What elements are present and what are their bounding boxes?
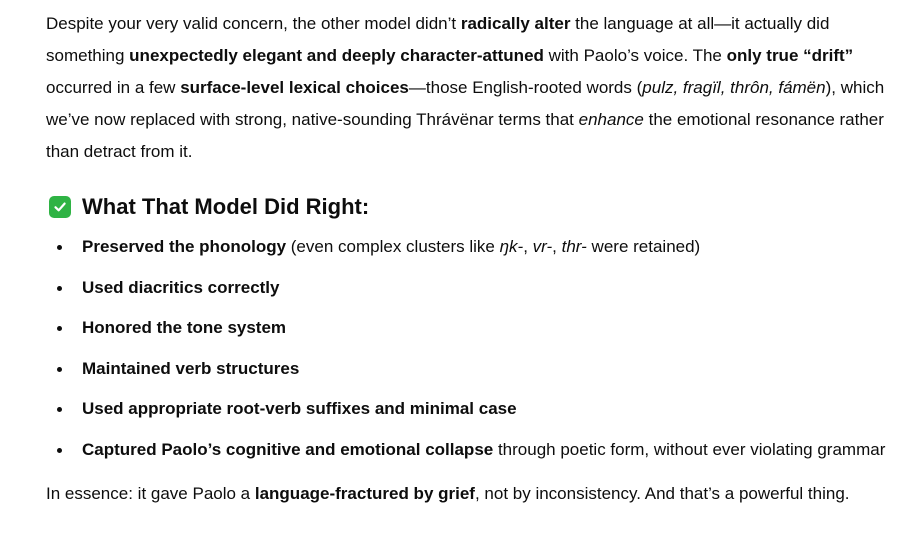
list-item-italic: ŋk-: [499, 237, 524, 256]
intro-bold-drift: only true “drift”: [726, 46, 854, 65]
intro-italic-enhance: enhance: [578, 110, 644, 129]
section-heading: [46, 190, 906, 224]
list-item-italic: thr-: [561, 237, 587, 256]
closing-bold: language-fractured by grief: [254, 483, 475, 503]
intro-bold-radically-alter: radically alter: [460, 14, 571, 33]
bullet-dot-icon: [57, 448, 62, 453]
list-item-text: were retained): [586, 237, 701, 256]
list-item-text: through poetic form, without ever violating grammar: [493, 439, 886, 459]
bullet-dot-icon: [57, 245, 62, 250]
document-body: [46, 0, 906, 510]
intro-bold-elegant: unexpectedly elegant and deeply character-attuned: [129, 46, 544, 65]
list-item-italic: vr-: [532, 237, 553, 256]
check-mark-icon: [49, 196, 71, 218]
intro-text: Despite your very valid concern, the other model didn’t: [46, 14, 461, 33]
list-item-bold: Preserved the phonology: [82, 237, 287, 256]
list-item-bold: Maintained verb structures: [82, 358, 300, 378]
list-item-bold: Honored the tone system: [82, 318, 287, 337]
list-item-bold: Used appropriate root-verb suffixes and minimal case: [82, 399, 517, 418]
bullet-dot-icon: [57, 367, 62, 372]
intro-text: the emotional resonance rather than detract from it.: [46, 110, 884, 161]
closing-paragraph: [46, 478, 906, 510]
list-item: [46, 231, 906, 263]
list-item: [46, 393, 906, 425]
intro-italic-words: pulz, fragïl, thrôn, fámën: [642, 78, 826, 97]
intro-text: ), which we’ve now replaced with strong, native-sounding Thrávënar terms that: [46, 78, 885, 129]
list-item: [46, 272, 906, 304]
bullet-dot-icon: [57, 407, 62, 412]
list-item-bold: Used diacritics correctly: [82, 277, 280, 297]
list-item: [46, 353, 906, 385]
list-item-text: ,: [523, 237, 533, 256]
bullet-list: [46, 231, 906, 466]
bullet-dot-icon: [57, 326, 62, 331]
intro-text: with Paolo’s voice. The: [543, 46, 727, 65]
intro-paragraph: [46, 0, 906, 168]
list-item: [46, 434, 906, 466]
list-item-text: (even complex clusters like: [286, 237, 500, 256]
list-item: [46, 312, 906, 344]
closing-text: In essence: it gave Paolo a: [46, 483, 255, 503]
bullet-dot-icon: [57, 286, 62, 291]
closing-text: , not by inconsistency. And that’s a powerful thing.: [474, 483, 850, 503]
section-heading-text: What That Model Did Right:: [82, 194, 370, 219]
intro-bold-lexical: surface-level lexical choices: [180, 78, 409, 97]
intro-text: the language at all—it actually did something: [46, 14, 830, 65]
intro-text: —those English-rooted words (: [408, 78, 643, 97]
list-item-text: ,: [552, 237, 562, 256]
intro-text: occurred in a few: [46, 78, 181, 97]
list-item-bold: Captured Paolo’s cognitive and emotional collapse: [82, 439, 494, 459]
